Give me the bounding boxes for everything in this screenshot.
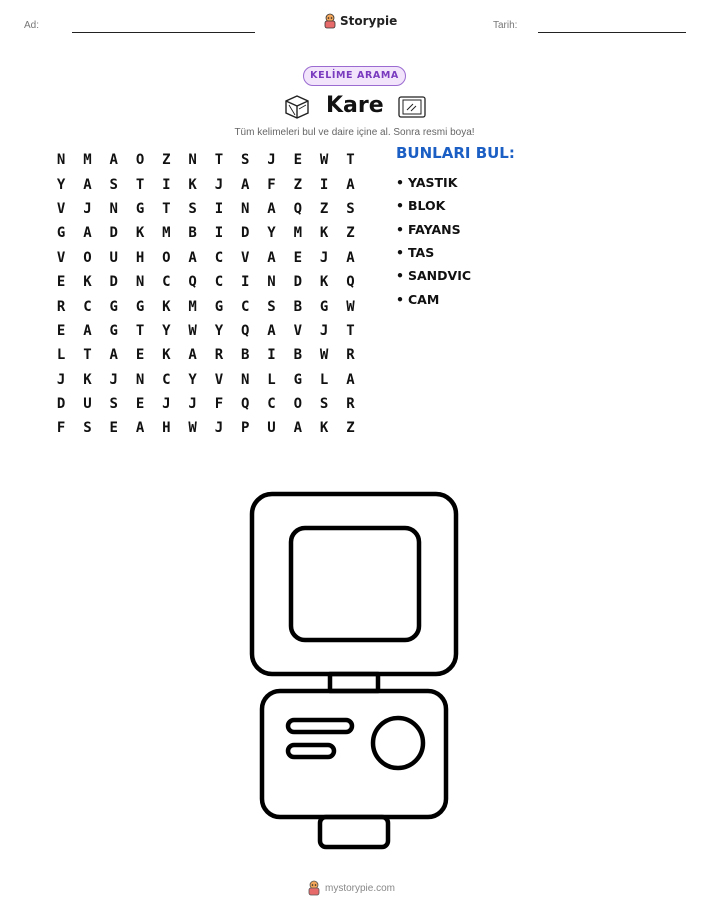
word-list-item — [396, 264, 471, 287]
grid-letter: M — [188, 298, 197, 315]
grid-letter: A — [135, 420, 145, 437]
grid-letter: G — [214, 298, 224, 315]
grid-letter: G — [135, 200, 145, 217]
grid-letter: D — [293, 274, 303, 291]
grid-letter: Y — [56, 176, 66, 193]
grid-letter: S — [319, 396, 329, 413]
grid-letter: A — [267, 322, 276, 339]
grid-letter: A — [267, 200, 276, 217]
grid-letter: K — [319, 225, 329, 242]
name-line — [72, 32, 255, 33]
grid-letter: A — [188, 347, 197, 364]
grid-letter: D — [241, 225, 250, 242]
grid-letter: U — [267, 420, 276, 437]
grid-letter: T — [346, 322, 355, 339]
grid-letter: R — [346, 396, 355, 413]
bullet: • — [396, 221, 404, 237]
grid-letter: K — [319, 274, 329, 291]
grid-letter: R — [346, 347, 355, 364]
grid-letter: C — [214, 249, 224, 266]
word-list — [396, 171, 471, 311]
grid-letter: T — [135, 322, 145, 339]
grid-letter: G — [56, 225, 66, 242]
grid-letter: C — [241, 298, 250, 315]
storypie-mascot-icon — [307, 880, 321, 896]
word-search-grid — [48, 148, 364, 441]
grid-letter: A — [83, 322, 92, 339]
grid-letter: T — [346, 152, 355, 169]
grid-letter: G — [109, 298, 118, 315]
grid-letter: L — [319, 371, 329, 388]
grid-letter: S — [267, 298, 276, 315]
grid-letter: O — [135, 152, 145, 169]
grid-letter: N — [135, 274, 145, 291]
grid-letter: I — [241, 274, 250, 291]
grid-letter: S — [83, 420, 92, 437]
grid-letter: U — [109, 249, 118, 266]
page-title: Kare — [326, 93, 384, 118]
grid-letter: J — [162, 396, 171, 413]
grid-row — [48, 270, 364, 294]
grid-letter: H — [162, 420, 171, 437]
grid-letter: S — [109, 176, 118, 193]
grid-letter: K — [319, 420, 329, 437]
word-text: FAYANS — [408, 221, 461, 237]
grid-letter: A — [346, 249, 355, 266]
date-label: Tarih: — [493, 20, 518, 31]
grid-letter: C — [214, 274, 224, 291]
grid-letter: F — [56, 420, 66, 437]
grid-letter: H — [135, 249, 145, 266]
grid-letter: K — [83, 274, 92, 291]
grid-letter: Q — [188, 274, 197, 291]
grid-letter: S — [188, 200, 197, 217]
grid-letter: T — [214, 152, 224, 169]
grid-letter: K — [135, 225, 145, 242]
instructions: Tüm kelimeleri bul ve daire içine al. Sonra resmi boya! — [234, 127, 475, 138]
grid-letter: N — [241, 200, 250, 217]
grid-letter: W — [319, 347, 329, 364]
grid-letter: Z — [319, 200, 329, 217]
grid-letter: Z — [162, 152, 171, 169]
date-line — [538, 32, 686, 33]
grid-letter: I — [319, 176, 329, 193]
grid-row — [48, 343, 364, 367]
grid-letter: O — [83, 249, 92, 266]
grid-letter: J — [267, 152, 276, 169]
grid-letter: W — [188, 420, 197, 437]
grid-row — [48, 319, 364, 343]
tile-square-icon — [398, 96, 426, 118]
grid-letter: O — [293, 396, 303, 413]
grid-letter: O — [162, 249, 171, 266]
grid-letter: S — [346, 200, 355, 217]
grid-letter: B — [293, 298, 303, 315]
grid-row — [48, 246, 364, 270]
grid-letter: C — [162, 371, 171, 388]
footer — [307, 880, 395, 896]
grid-letter: N — [109, 200, 118, 217]
grid-letter: J — [319, 322, 329, 339]
word-list-item — [396, 218, 471, 241]
grid-row — [48, 221, 364, 245]
grid-letter: A — [83, 176, 92, 193]
grid-letter: Z — [346, 420, 355, 437]
grid-letter: R — [56, 298, 66, 315]
grid-letter: Q — [293, 200, 303, 217]
grid-letter: J — [319, 249, 329, 266]
grid-letter: A — [241, 176, 250, 193]
grid-letter: I — [214, 200, 224, 217]
grid-letter: I — [162, 176, 171, 193]
grid-letter: E — [293, 249, 303, 266]
grid-letter: C — [83, 298, 92, 315]
grid-letter: A — [83, 225, 92, 242]
grid-letter: K — [188, 176, 197, 193]
grid-letter: M — [162, 225, 171, 242]
crate-icon — [284, 94, 310, 120]
grid-row — [48, 294, 364, 318]
grid-letter: Q — [241, 396, 250, 413]
grid-letter: L — [56, 347, 66, 364]
grid-row — [48, 172, 364, 196]
grid-letter: B — [241, 347, 250, 364]
grid-letter: E — [135, 347, 145, 364]
grid-letter: N — [188, 152, 197, 169]
grid-letter: J — [109, 371, 118, 388]
bullet: • — [396, 291, 404, 307]
grid-letter: G — [135, 298, 145, 315]
grid-letter: K — [162, 347, 171, 364]
grid-letter: C — [162, 274, 171, 291]
grid-letter: J — [83, 200, 92, 217]
grid-letter: W — [188, 322, 197, 339]
grid-letter: M — [293, 225, 303, 242]
bullet: • — [396, 268, 404, 284]
grid-letter: E — [56, 274, 66, 291]
word-list-title: BUNLARI BUL: — [396, 144, 515, 162]
grid-letter: I — [214, 225, 224, 242]
grid-letter: Q — [241, 322, 250, 339]
grid-letter: Z — [346, 225, 355, 242]
grid-letter: V — [214, 371, 224, 388]
bullet: • — [396, 175, 404, 191]
grid-letter: E — [293, 152, 303, 169]
grid-letter: W — [319, 152, 329, 169]
grid-letter: E — [109, 420, 118, 437]
grid-letter: V — [56, 249, 66, 266]
name-label: Ad: — [24, 20, 40, 31]
bullet: • — [396, 198, 404, 214]
grid-row — [48, 148, 364, 172]
grid-letter: Y — [214, 322, 224, 339]
grid-letter: S — [109, 396, 118, 413]
grid-letter: A — [267, 249, 276, 266]
brand-logo — [323, 13, 397, 29]
grid-letter: Y — [188, 371, 197, 388]
grid-letter: G — [319, 298, 329, 315]
grid-letter: Y — [267, 225, 276, 242]
footer-site: mystorypie.com — [325, 882, 396, 894]
grid-letter: A — [293, 420, 303, 437]
grid-letter: B — [188, 225, 197, 242]
grid-letter: N — [267, 274, 276, 291]
grid-letter: A — [109, 347, 118, 364]
grid-letter: N — [135, 371, 145, 388]
grid-letter: K — [162, 298, 171, 315]
grid-letter: N — [241, 371, 250, 388]
title-row — [284, 92, 429, 122]
grid-letter: Y — [162, 322, 171, 339]
grid-letter: A — [109, 152, 118, 169]
grid-letter: V — [241, 249, 250, 266]
grid-letter: G — [109, 322, 118, 339]
grid-letter: V — [56, 200, 66, 217]
grid-letter: N — [56, 152, 66, 169]
retro-computer-coloring-icon — [246, 490, 462, 852]
grid-letter: I — [267, 347, 276, 364]
grid-letter: R — [214, 347, 224, 364]
coloring-picture — [246, 490, 462, 856]
grid-letter: J — [214, 176, 224, 193]
storypie-mascot-icon — [323, 13, 337, 29]
grid-letter: G — [293, 371, 303, 388]
grid-letter: T — [83, 347, 92, 364]
grid-letter: T — [135, 176, 145, 193]
word-list-item — [396, 194, 471, 217]
word-text: SANDVIC — [408, 268, 472, 284]
grid-letter: J — [188, 396, 197, 413]
grid-letter: D — [109, 274, 118, 291]
grid-row — [48, 392, 364, 416]
grid-letter: U — [83, 396, 92, 413]
grid-letter: E — [135, 396, 145, 413]
grid-letter: L — [267, 371, 276, 388]
grid-row — [48, 368, 364, 392]
grid-row — [48, 197, 364, 221]
word-text: CAM — [408, 291, 440, 307]
grid-letter: A — [346, 371, 355, 388]
word-text: BLOK — [408, 198, 446, 214]
grid-letter: Q — [346, 274, 355, 291]
activity-badge: KELİME ARAMA — [303, 66, 406, 86]
grid-letter: Z — [293, 176, 303, 193]
grid-letter: K — [83, 371, 92, 388]
word-text: YASTIK — [408, 175, 458, 191]
grid-letter: J — [56, 371, 66, 388]
grid-letter: B — [293, 347, 303, 364]
grid-letter: E — [56, 322, 66, 339]
grid-row — [48, 416, 364, 440]
grid-letter: A — [346, 176, 355, 193]
grid-letter: F — [267, 176, 276, 193]
grid-letter: S — [241, 152, 250, 169]
grid-letter: W — [346, 298, 355, 315]
brand-name: Storypie — [340, 14, 398, 28]
grid-letter: M — [83, 152, 92, 169]
grid-letter: D — [109, 225, 118, 242]
grid-letter: P — [241, 420, 250, 437]
word-list-item — [396, 241, 471, 264]
grid-letter: V — [293, 322, 303, 339]
grid-letter: T — [162, 200, 171, 217]
grid-letter: D — [56, 396, 66, 413]
word-text: TAS — [408, 245, 435, 261]
grid-letter: F — [214, 396, 224, 413]
grid-letter: C — [267, 396, 276, 413]
word-list-item — [396, 171, 471, 194]
bullet: • — [396, 245, 404, 261]
grid-letter: A — [188, 249, 197, 266]
word-list-item — [396, 287, 471, 310]
grid-letter: J — [214, 420, 224, 437]
